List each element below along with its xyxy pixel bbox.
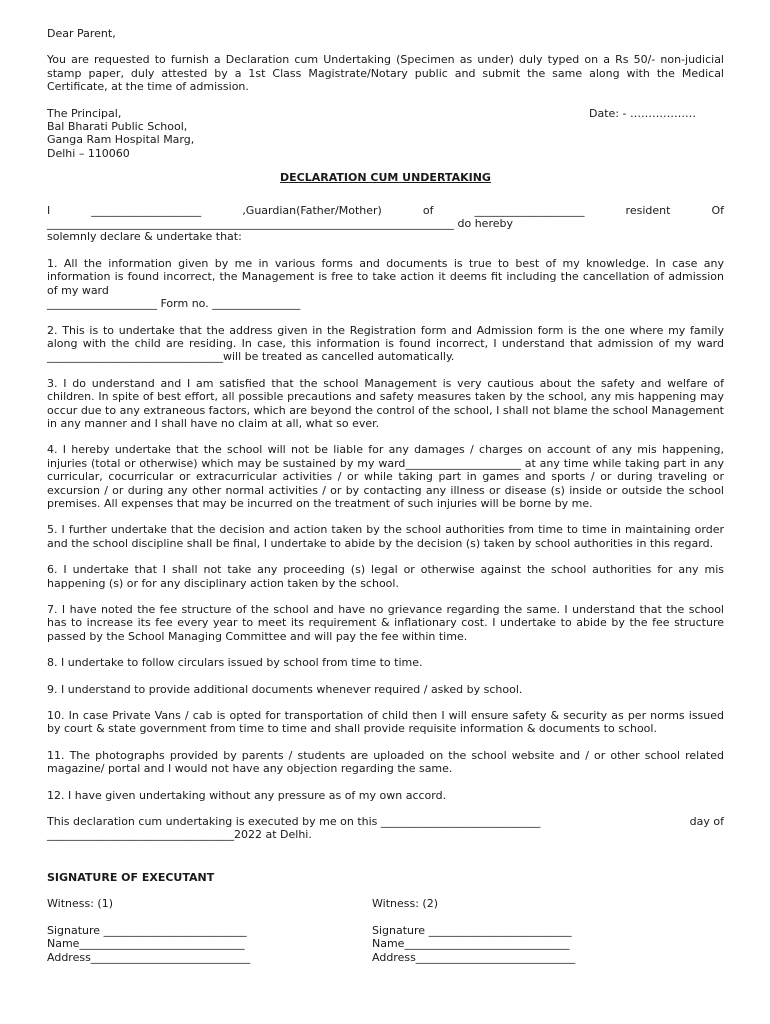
execution-text: This declaration cum undertaking is executed by me on this _____________________________ <box>47 815 541 829</box>
address-line-4: Delhi – 110060 <box>47 146 130 160</box>
address-block <box>47 107 724 161</box>
clause-6: 6. I undertake that I shall not take any proceeding (s) legal or otherwise against the school authorities for any mis happening (s) or for any disciplinary action taken by the school. <box>47 563 724 590</box>
guardian-text: ,Guardian(Father/Mother) <box>242 203 382 217</box>
declaration-line-1 <box>47 204 724 217</box>
declare-i: I <box>47 203 51 217</box>
clause-3: 3. I do understand and I am satisfied that the school Management is very cautious about the safety and welfare of children. In spite of best effort, all possible precautions and safety measures taken by the school, any mis happening may occur due to any extraneous factors, which are beyond the control of the school, I shall not blame the school Management in any manner and I shall have no claim at all, what so ever. <box>47 376 724 430</box>
declaration-line-2: __________________________________________________________________________ do hereby <box>47 217 513 231</box>
witness-2-name: Name______________________________ <box>372 937 570 951</box>
execution-line-2: __________________________________2022 at Delhi. <box>47 828 312 842</box>
witness-1-address: Address_____________________________ <box>47 950 251 964</box>
declaration-line-3: solemnly declare & undertake that: <box>47 230 242 244</box>
clause-8: 8. I undertake to follow circulars issued by school from time to time. <box>47 656 423 670</box>
address-line-3: Ganga Ram Hospital Marg, <box>47 133 195 147</box>
clause-2: 2. This is to undertake that the address given in the Registration form and Admission form is the one where my family along with the child are residing. In case, this information is found incorrect, I understand that admission of my ward ________________________________will be treated as cancelled automatically. <box>47 323 724 364</box>
recipient-address <box>47 107 194 161</box>
witness-1-signature: Signature __________________________ <box>47 923 247 937</box>
greeting: Dear Parent, <box>47 27 116 40</box>
clause-5: 5. I further undertake that the decision and action taken by the school authorities from time to time in maintaining order and the school discipline shall be final, I undertake to abide by the decision (s) taken by school authorities in this regard. <box>47 523 724 550</box>
execution-line-1 <box>47 815 724 828</box>
signature-heading: SIGNATURE OF EXECUTANT <box>47 870 215 884</box>
clause-1: 1. All the information given by me in various forms and documents is true to best of my knowledge. In case any information is found incorrect, the Management is free to take action it deems fit including the cancellation of admission of my ward <box>47 256 724 297</box>
clause-10: 10. In case Private Vans / cab is opted for transportation of child then I will ensure safety & security as per norms issued by court & state government from time to time and shall provide requisite information & documents to school. <box>47 709 724 736</box>
of-text-2: Of <box>711 203 724 217</box>
clause-12: 12. I have given undertaking without any pressure as of my own accord. <box>47 788 447 802</box>
address-line-1: The Principal, <box>47 106 122 120</box>
form-no-line: ____________________ Form no. ________________ <box>47 297 301 311</box>
witness-2-signature: Signature __________________________ <box>372 923 572 937</box>
witness-1-name: Name______________________________ <box>47 937 245 951</box>
document-title: DECLARATION CUM UNDERTAKING <box>280 171 491 185</box>
witness-section <box>47 897 724 964</box>
address-line-2: Bal Bharati Public School, <box>47 120 188 134</box>
witness-1-label: Witness: (1) <box>47 897 113 911</box>
clause-11: 11. The photographs provided by parents / students are uploaded on the school website and / or other school related magazine/ portal and I would not have any objection regarding the same. <box>47 748 724 776</box>
clause-7: 7. I have noted the fee structure of the school and have no grievance regarding the same. I understand that the school has to increase its fee every year to meet its requirement & inflationary cost. I undertake to abide by the fee structure passed by the School Managing Committee and will pay the fee within time. <box>47 603 724 643</box>
witness-2-label: Witness: (2) <box>372 897 438 911</box>
witness-2-block <box>372 897 724 964</box>
intro-paragraph: You are requested to furnish a Declaration cum Undertaking (Specimen as under) duly typed on a Rs 50/- non-judicial stamp paper, duly attested by a 1st Class Magistrate/Notary public and submit the same along with the Medical Certificate, at the time of admission. <box>47 53 724 94</box>
name-blank: ____________________ <box>91 203 202 217</box>
clause-4: 4. I hereby undertake that the school will not be liable for any damages / charges on account of any mis happening, injuries (total or otherwise) which may be sustained by my ward_____________________ at any time while taking part in any curricular, cocurricular or extracurricular activities / or while taking part in games and sports / or during traveling or excursion / or during any other normal activities / or by contacting any illness or disease (s) inside or outside the school premises. All expenses that may be incurred on the treatment of such injuries will be borne by me. <box>47 443 724 510</box>
resident-text: resident <box>625 203 671 217</box>
of-text: of <box>422 203 434 217</box>
witness-2-address: Address_____________________________ <box>372 950 576 964</box>
ward-name-blank: ____________________ <box>474 203 585 217</box>
date-field <box>589 107 724 161</box>
clause-9: 9. I understand to provide additional documents whenever required / asked by school. <box>47 682 523 696</box>
document-page <box>47 27 724 964</box>
witness-1-block <box>47 897 372 964</box>
day-of-text: day of <box>689 815 724 829</box>
date-label: Date: - ……………… <box>589 106 696 120</box>
